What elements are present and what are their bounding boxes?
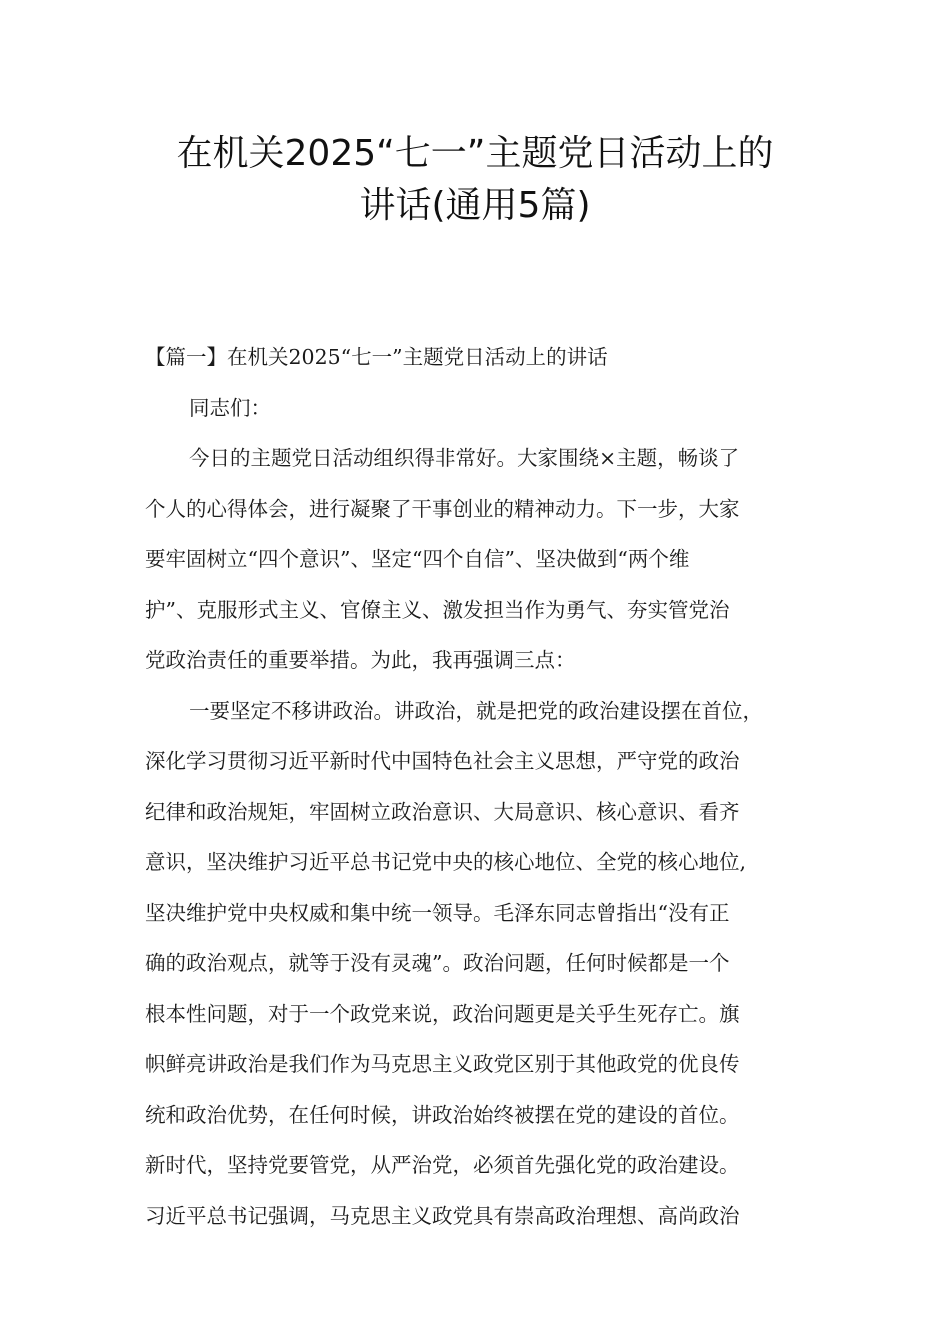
paragraph-line: 意识，坚决维护习近平总书记党中央的核心地位、全党的核心地位, bbox=[145, 850, 747, 874]
paragraph-line: 个人的心得体会，进行凝聚了干事创业的精神动力。下一步，大家 bbox=[145, 496, 740, 521]
paragraph-line: 纪律和政治规矩，牢固树立政治意识、大局意识、核心意识、看齐 bbox=[145, 799, 740, 824]
document-body bbox=[145, 332, 825, 1241]
paragraph-line: 新时代，坚持党要管党，从严治党，必须首先强化党的政治建设。 bbox=[145, 1153, 740, 1177]
paragraph-line: 帜鲜亮讲政治是我们作为马克思主义政党区别于其他政党的优良传 bbox=[145, 1052, 740, 1076]
paragraph-line: 习近平总书记强调，马克思主义政党具有崇高政治理想、高尚政治 bbox=[145, 1203, 740, 1228]
title-line-1: 在机关2025“七一”主题党日活动上的 bbox=[176, 133, 774, 174]
salutation: 同志们： bbox=[189, 395, 271, 420]
paragraph-line: 一要坚定不移讲政治。讲政治，就是把党的政治建设摆在首位， bbox=[189, 698, 763, 723]
paragraph-line: 坚决维护党中央权威和集中统一领导。毛泽东同志曾指出“没有正 bbox=[145, 900, 730, 925]
paragraph-line: 统和政治优势，在任何时候，讲政治始终被摆在党的建设的首位。 bbox=[145, 1102, 740, 1127]
paragraph-line: 根本性问题，对于一个政党来说，政治问题更是关乎生死存亡。旗 bbox=[145, 1001, 740, 1026]
document-title bbox=[100, 128, 850, 232]
paragraph-line: 要牢固树立“四个意识”、坚定“四个自信”、坚决做到“两个维 bbox=[145, 547, 690, 571]
title-line-2: 讲话(通用5篇) bbox=[359, 185, 591, 226]
paragraph-line: 确的政治观点，就等于没有灵魂”。政治问题，任何时候都是一个 bbox=[145, 951, 730, 975]
paragraph-line: 今日的主题党日活动组织得非常好。大家围绕×主题，畅谈了 bbox=[189, 446, 740, 470]
section-heading: 【篇一】在机关2025“七一”主题党日活动上的讲话 bbox=[145, 345, 608, 369]
paragraph-line: 深化学习贯彻习近平新时代中国特色社会主义思想，严守党的政治 bbox=[145, 749, 740, 773]
paragraph-line: 党政治责任的重要举措。为此，我再强调三点： bbox=[145, 648, 576, 672]
paragraph-line: 护”、克服形式主义、官僚主义、激发担当作为勇气、夯实管党治 bbox=[145, 597, 730, 622]
